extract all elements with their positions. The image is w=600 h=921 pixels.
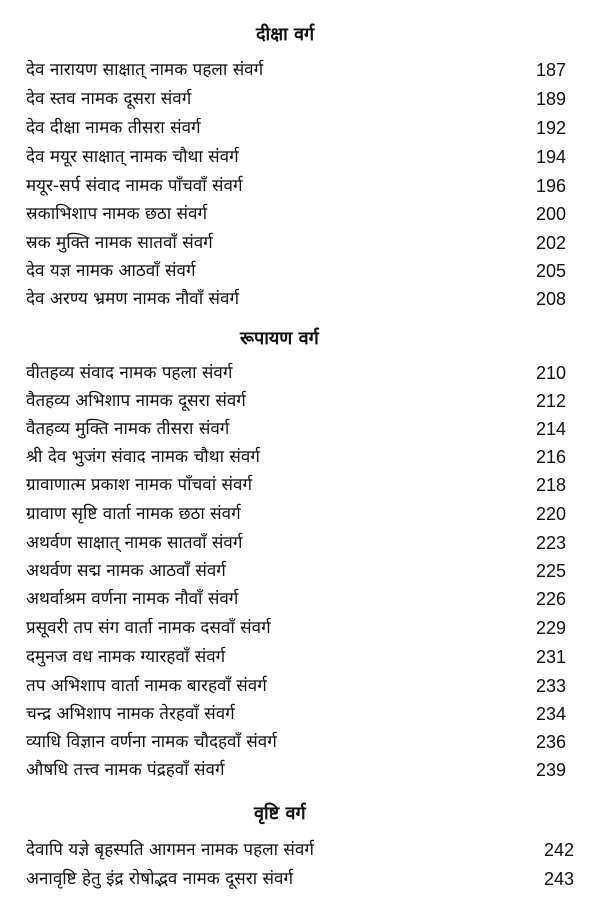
entry-page-number: 231	[536, 647, 567, 667]
entry-page-number: 214	[536, 419, 567, 439]
entry-page-number: 192	[536, 118, 567, 138]
entry-page-number: 225	[536, 561, 567, 581]
entry-title: चन्द्र अभिशाप नामक तेरहवाँ संवर्ग	[26, 704, 235, 724]
entry-page-number: 223	[536, 533, 567, 553]
entry-page-number: 242	[544, 840, 575, 860]
entry-page-number: 205	[536, 261, 567, 281]
entry-title: देव नारायण साक्षात् नामक पहला संवर्ग	[26, 60, 264, 80]
toc-entry	[26, 557, 586, 585]
entry-title: मयूर-सर्प संवाद नामक पाँचवाँ संवर्ग	[26, 176, 243, 196]
entry-page-number: 229	[536, 618, 567, 638]
toc-entry	[26, 643, 586, 671]
section-heading-vrishti: वृष्टि वर्ग	[254, 803, 306, 824]
toc-entry	[26, 728, 586, 756]
toc-entry	[26, 257, 586, 285]
toc-entry	[26, 700, 586, 728]
toc-entry	[26, 443, 586, 471]
entry-title: तप अभिशाप वार्ता नामक बारहवाँ संवर्ग	[26, 676, 267, 696]
entry-page-number: 216	[536, 447, 567, 467]
entry-page-number: 187	[536, 60, 567, 80]
entry-page-number: 210	[536, 363, 567, 383]
toc-entry	[26, 285, 586, 313]
entry-page-number: 208	[536, 289, 567, 309]
entry-page-number: 202	[536, 233, 567, 253]
entry-title: देव मयूर साक्षात् नामक चौथा संवर्ग	[26, 147, 239, 167]
entry-title: देव दीक्षा नामक तीसरा संवर्ग	[26, 118, 201, 138]
entry-title: व्याधि विज्ञान वर्णना नामक चौदहवाँ संवर्ग	[26, 732, 277, 752]
section-heading-rupayan: रूपायण वर्ग	[240, 328, 319, 349]
entry-page-number: 233	[536, 676, 567, 696]
entry-page-number: 220	[536, 504, 567, 524]
toc-entry	[26, 114, 586, 142]
entry-page-number: 196	[536, 176, 567, 196]
toc-entry	[26, 415, 586, 443]
toc-entry	[26, 229, 586, 257]
entry-title: अनावृष्टि हेतु इंद्र रोषोद्भव नामक दूसरा संवर्ग	[26, 869, 294, 889]
entry-title: अथर्वण साक्षात् नामक सातवाँ संवर्ग	[26, 533, 243, 553]
toc-entry	[26, 172, 586, 200]
entry-page-number: 243	[544, 869, 575, 889]
entry-title: अथर्वण सद्म नामक आठवाँ संवर्ग	[26, 561, 226, 581]
entry-title: देव स्तव नामक दूसरा संवर्ग	[26, 89, 192, 109]
toc-entry	[26, 756, 586, 784]
entry-title: देवापि यज्ञे बृहस्पति आगमन नामक पहला संवर्ग	[26, 840, 314, 860]
entry-title: ग्रावाण सृष्टि वार्ता नामक छठा संवर्ग	[26, 504, 241, 524]
entry-title: ग्रावाणात्म प्रकाश नामक पाँचवां संवर्ग	[26, 475, 253, 495]
entry-page-number: 212	[536, 391, 567, 411]
entry-page-number: 236	[536, 732, 567, 752]
toc-entry	[26, 85, 586, 113]
entry-title: दमुनज वध नामक ग्यारहवाँ संवर्ग	[26, 647, 226, 667]
toc-entry	[26, 471, 586, 499]
toc-entry	[26, 143, 586, 171]
entry-page-number: 234	[536, 704, 567, 724]
toc-entry	[26, 56, 586, 84]
toc-entry	[26, 585, 586, 613]
entry-title: वैतहव्य मुक्ति नामक तीसरा संवर्ग	[26, 419, 230, 439]
entry-title: औषधि तत्त्व नामक पंद्रहवाँ संवर्ग	[26, 760, 225, 780]
entry-title: प्रसूवरी तप संग वार्ता नामक दसवाँ संवर्ग	[26, 618, 271, 638]
toc-entry	[26, 500, 586, 528]
entry-title: देव यज्ञ नामक आठवाँ संवर्ग	[26, 261, 196, 281]
toc-entry	[26, 614, 586, 642]
toc-entry	[26, 359, 586, 387]
entry-page-number: 218	[536, 475, 567, 495]
entry-title: वीतहव्य संवाद नामक पहला संवर्ग	[26, 363, 233, 383]
entry-page-number: 226	[536, 589, 567, 609]
entry-title: देव अरण्य भ्रमण नामक नौवाँ संवर्ग	[26, 289, 240, 309]
toc-entry	[26, 387, 586, 415]
entry-title: स्रकाभिशाप नामक छठा संवर्ग	[26, 204, 208, 224]
toc-entry	[26, 529, 586, 557]
entry-title: वैतहव्य अभिशाप नामक दूसरा संवर्ग	[26, 391, 246, 411]
entry-title: स्रक मुक्ति नामक सातवाँ संवर्ग	[26, 233, 213, 253]
toc-entry	[26, 672, 586, 700]
toc-entry	[26, 836, 586, 864]
section-heading-diksha: दीक्षा वर्ग	[256, 24, 315, 45]
toc-entry	[26, 200, 586, 228]
entry-page-number: 200	[536, 204, 567, 224]
entry-title: अथर्वाश्रम वर्णना नामक नौवाँ संवर्ग	[26, 589, 239, 609]
entry-page-number: 189	[536, 89, 567, 109]
entry-page-number: 194	[536, 147, 567, 167]
toc-entry	[26, 865, 586, 893]
entry-title: श्री देव भुजंग संवाद नामक चौथा संवर्ग	[26, 447, 260, 467]
entry-page-number: 239	[536, 760, 567, 780]
